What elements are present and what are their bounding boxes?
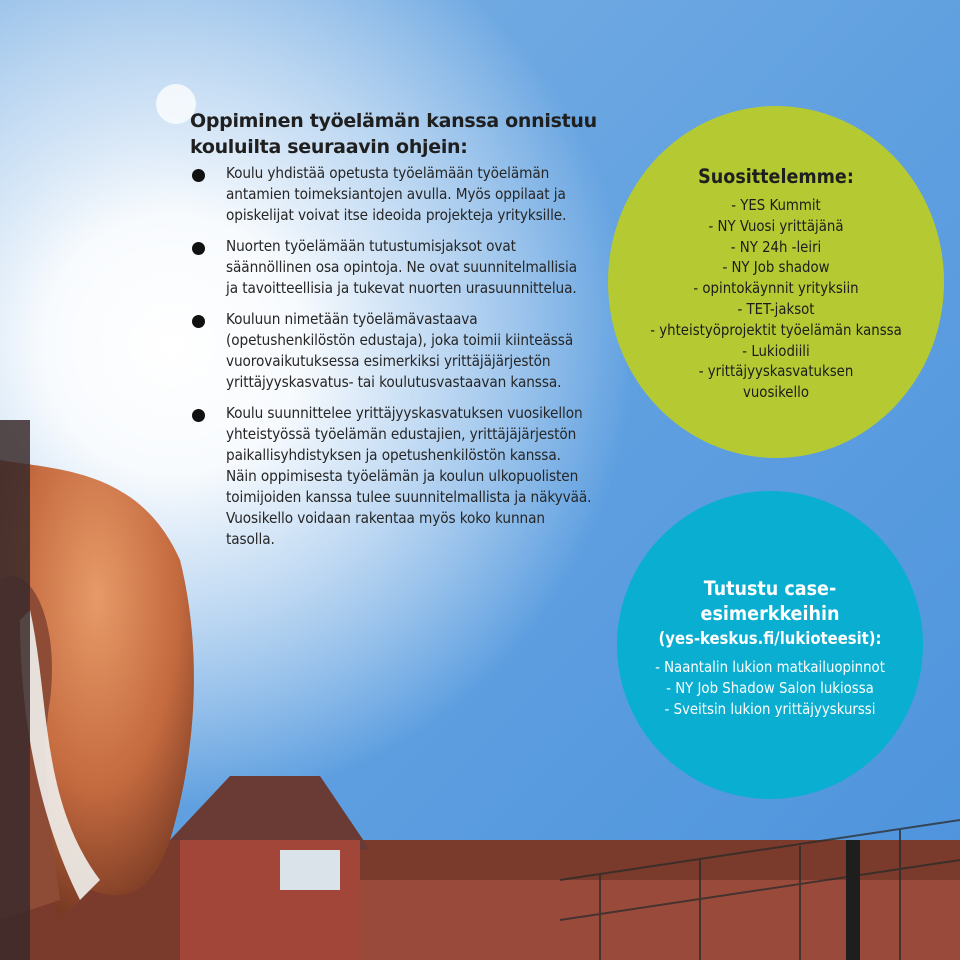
bullet-dot-icon: [192, 242, 205, 255]
recommendation-item: - NY Job shadow: [722, 259, 830, 277]
guideline-text: Nuorten työelämään tutustumisjaksot ovat säännöllinen osa opintoja. Ne ovat suunnitelmallisia ja tavoitteellisia ja tukevat nuorten urasuunnittelua.: [226, 237, 578, 297]
case-examples-circle: [617, 491, 923, 799]
recommendations-list: [588, 196, 960, 404]
guideline-item: [192, 403, 592, 550]
guideline-item: [192, 309, 592, 393]
recommendations-title: Suosittelemme:: [698, 165, 854, 188]
guideline-item: [192, 236, 592, 299]
case-example-item: - NY Job Shadow Salon lukiossa: [666, 680, 874, 697]
heading-line-2: kouluilta seuraavin ohjein:: [190, 136, 468, 158]
case-examples-title: [617, 576, 923, 626]
case-example-item: - Sveitsin lukion yrittäjyyskurssi: [664, 701, 876, 718]
case-example-item: - Naantalin lukion matkailuopinnot: [655, 659, 885, 676]
case-title-line-1: Tutustu case-: [703, 577, 837, 600]
recommendations-circle: [608, 106, 944, 458]
recommendation-item: - NY 24h -leiri: [730, 238, 822, 256]
guideline-text: Koulu yhdistää opetusta työelämään työelämän antamien toimeksiantojen avulla. Myös oppilaat ja opiskelijat voivat itse ideoida projekteja yrityksille.: [226, 164, 567, 224]
recommendation-item: - opintokäynnit yrityksiin: [693, 280, 859, 298]
case-examples-list: [597, 657, 943, 720]
section-heading: [190, 108, 610, 160]
case-examples-link[interactable]: (yes-keskus.fi/lukioteesit):: [658, 629, 882, 648]
guideline-text: Koulu suunnittelee yrittäjyyskasvatuksen vuosikellon yhteistyössä työelämän edustajien, yrittäjäjärjestön paikallisyhdistyksen ja opetushenkilöstön kanssa. Näin oppimisesta työelämän ja koulun ulkopuolisten toimijoiden kanssa tulee suunnitelmallista ja näkyvää. Vuosikello voidaan rakentaa myös koko kunnan tasolla.: [226, 404, 592, 548]
bullet-dot-icon: [192, 409, 205, 422]
recommendation-item: - yhteistyöprojektit työelämän kanssa: [650, 321, 902, 339]
bullet-dot-icon: [192, 315, 205, 328]
heading-line-1: Oppiminen työelämän kanssa onnistuu: [190, 110, 597, 132]
recommendation-item: - YES Kummit: [731, 197, 821, 214]
recommendation-item: - TET-jaksot: [737, 300, 815, 318]
recommendation-item: - NY Vuosi yrittäjänä: [708, 217, 844, 235]
recommendation-item: - yrittäjyyskasvatuksen: [698, 363, 854, 381]
recommendation-item: - Lukiodiili: [742, 342, 810, 360]
guideline-list: [192, 163, 592, 560]
guideline-item: [192, 163, 592, 226]
case-title-line-2: esimerkkeihin: [700, 602, 840, 625]
recommendation-item: vuosikello: [742, 384, 809, 402]
bullet-dot-icon: [192, 169, 205, 182]
guideline-text: Kouluun nimetään työelämävastaava (opetushenkilöstön edustaja), joka toimii kiinteässä vuorovaikutuksessa esimerkiksi yrittäjäjärjestön yrittäjyyskasvatus- tai koulutusvastaavan kanssa.: [226, 310, 574, 391]
